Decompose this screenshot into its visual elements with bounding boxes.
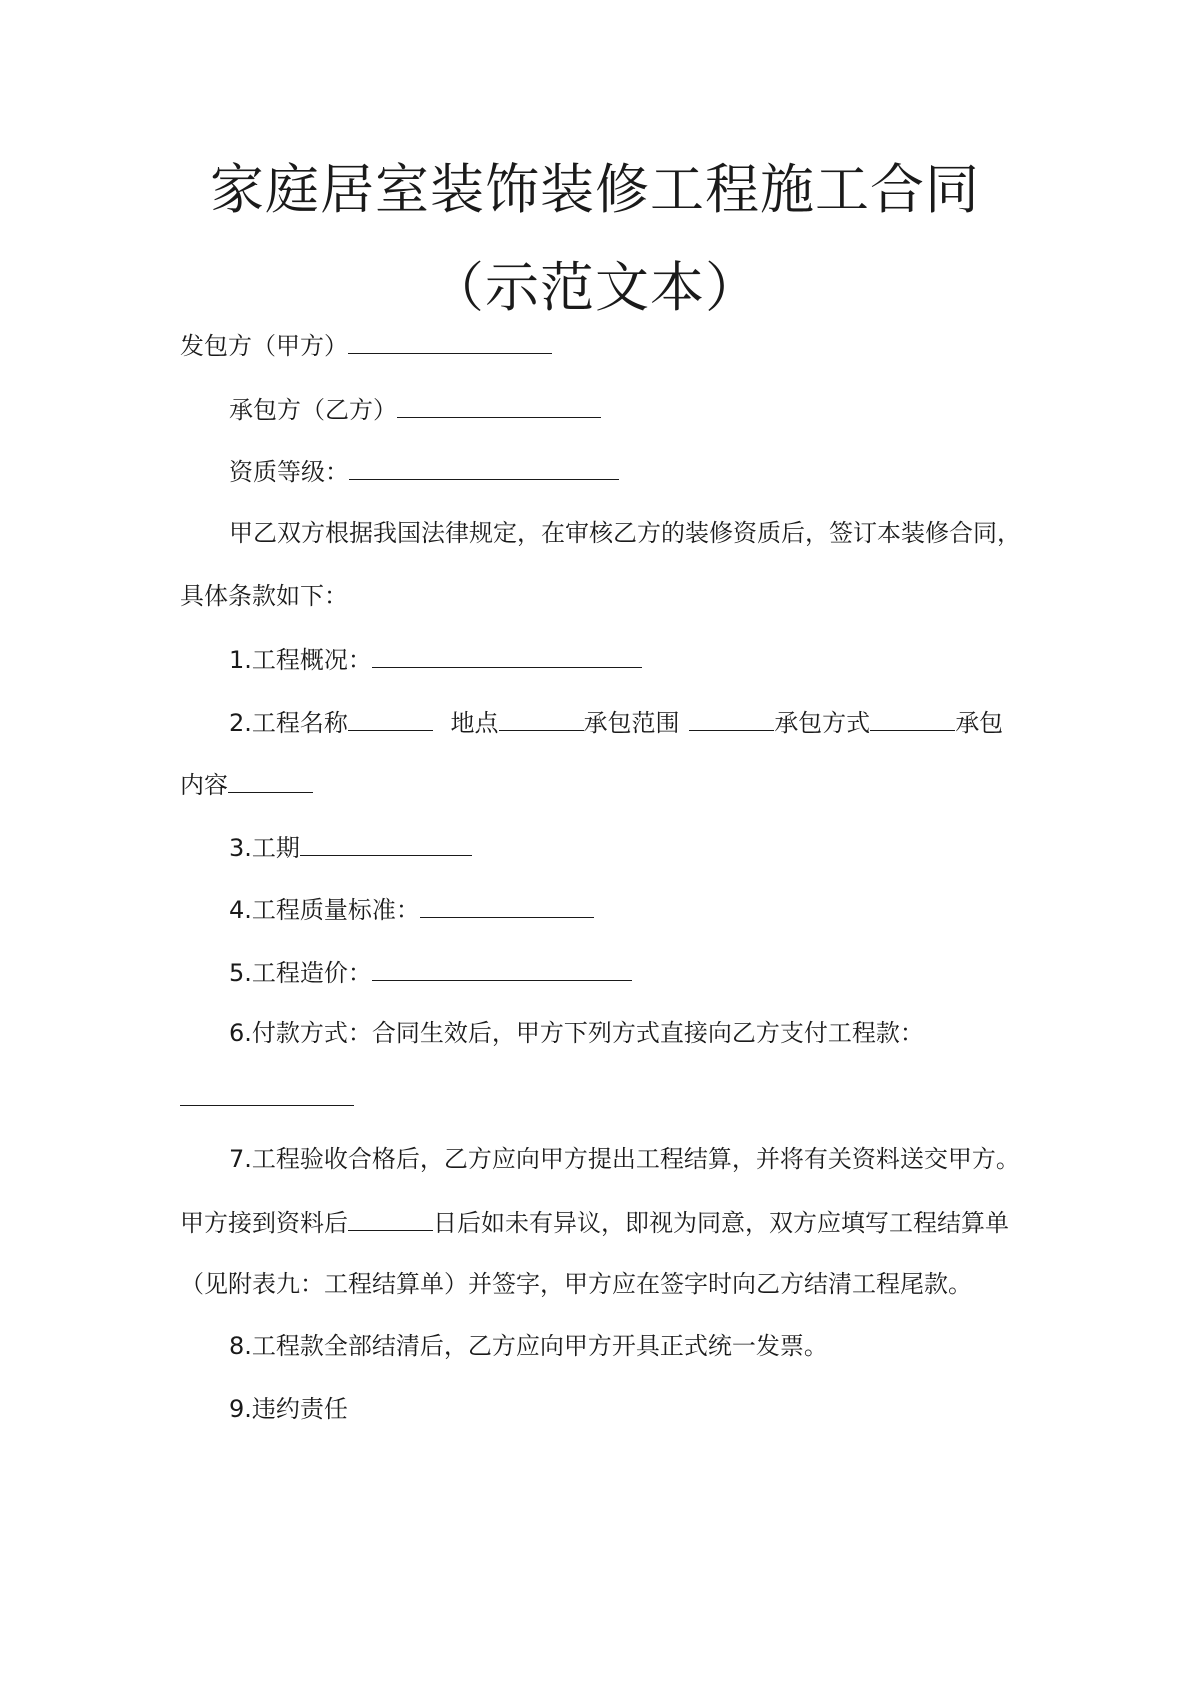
party-b-line [229, 393, 601, 425]
clause-2-method-blank [870, 706, 955, 731]
clause-3-blank [300, 831, 472, 856]
clause-2-content-label-a: 承包 [955, 709, 1004, 737]
clause-2-name-blank [348, 706, 433, 731]
clause-2-name-label: 2.工程名称 [229, 709, 348, 737]
clause-7-line-3: （见附表九：工程结算单）并签字，甲方应在签字时向乙方结清工程尾款。 [180, 1270, 972, 1298]
document-title: 家庭居室装饰装修工程施工合同 [210, 158, 980, 221]
clause-7-text-a: 甲方接到资料后 [180, 1209, 348, 1237]
clause-2-scope-blank [689, 706, 774, 731]
clause-7-line-2 [180, 1206, 1009, 1238]
clause-2-line-1 [229, 706, 1003, 738]
clause-5 [229, 956, 632, 988]
clause-7-days-blank [348, 1206, 433, 1231]
party-a-label: 发包方（甲方） [180, 332, 348, 360]
clause-9: 9.违约责任 [229, 1395, 348, 1423]
qualification-blank [349, 455, 619, 480]
clause-4-label: 4.工程质量标准： [229, 896, 420, 924]
clause-8: 8.工程款全部结清后，乙方应向甲方开具正式统一发票。 [229, 1332, 828, 1360]
clause-4-blank [420, 893, 594, 918]
clause-1-blank [372, 643, 642, 668]
intro-line-2: 具体条款如下： [180, 582, 348, 610]
clause-1 [229, 643, 642, 675]
clause-2-location-blank [499, 706, 584, 731]
party-a-line [180, 329, 552, 361]
qualification-label: 资质等级： [229, 458, 349, 486]
clause-5-label: 5.工程造价： [229, 959, 372, 987]
clause-6-blank-line [180, 1081, 354, 1113]
clause-2-method-label: 承包方式 [774, 709, 871, 737]
party-b-blank [397, 393, 601, 418]
document-subtitle: （示范文本） [430, 256, 760, 319]
clause-2-location-label: 地点 [450, 709, 499, 737]
intro-line-1: 甲乙双方根据我国法律规定，在审核乙方的装修资质后，签订本装修合同， [229, 519, 1021, 547]
clause-5-blank [372, 956, 632, 981]
clause-1-label: 1.工程概况： [229, 646, 372, 674]
party-a-blank [348, 329, 552, 354]
clause-7-text-b: 日后如未有异议，即视为同意，双方应填写工程结算单 [433, 1209, 1009, 1237]
party-b-label: 承包方（乙方） [229, 396, 397, 424]
clause-3-label: 3.工期 [229, 834, 300, 862]
clause-6-blank [180, 1081, 354, 1106]
qualification-line [229, 455, 619, 487]
clause-2-content-label-b: 内容 [180, 771, 228, 799]
clause-2-content-blank [228, 768, 313, 793]
clause-3 [229, 831, 472, 863]
clause-2-line-2 [180, 768, 313, 800]
clause-6: 6.付款方式：合同生效后，甲方下列方式直接向乙方支付工程款： [229, 1019, 924, 1047]
clause-2-scope-label: 承包范围 [583, 709, 680, 737]
clause-4 [229, 893, 594, 925]
clause-7-line-1: 7.工程验收合格后，乙方应向甲方提出工程结算，并将有关资料送交甲方。 [229, 1145, 1020, 1173]
